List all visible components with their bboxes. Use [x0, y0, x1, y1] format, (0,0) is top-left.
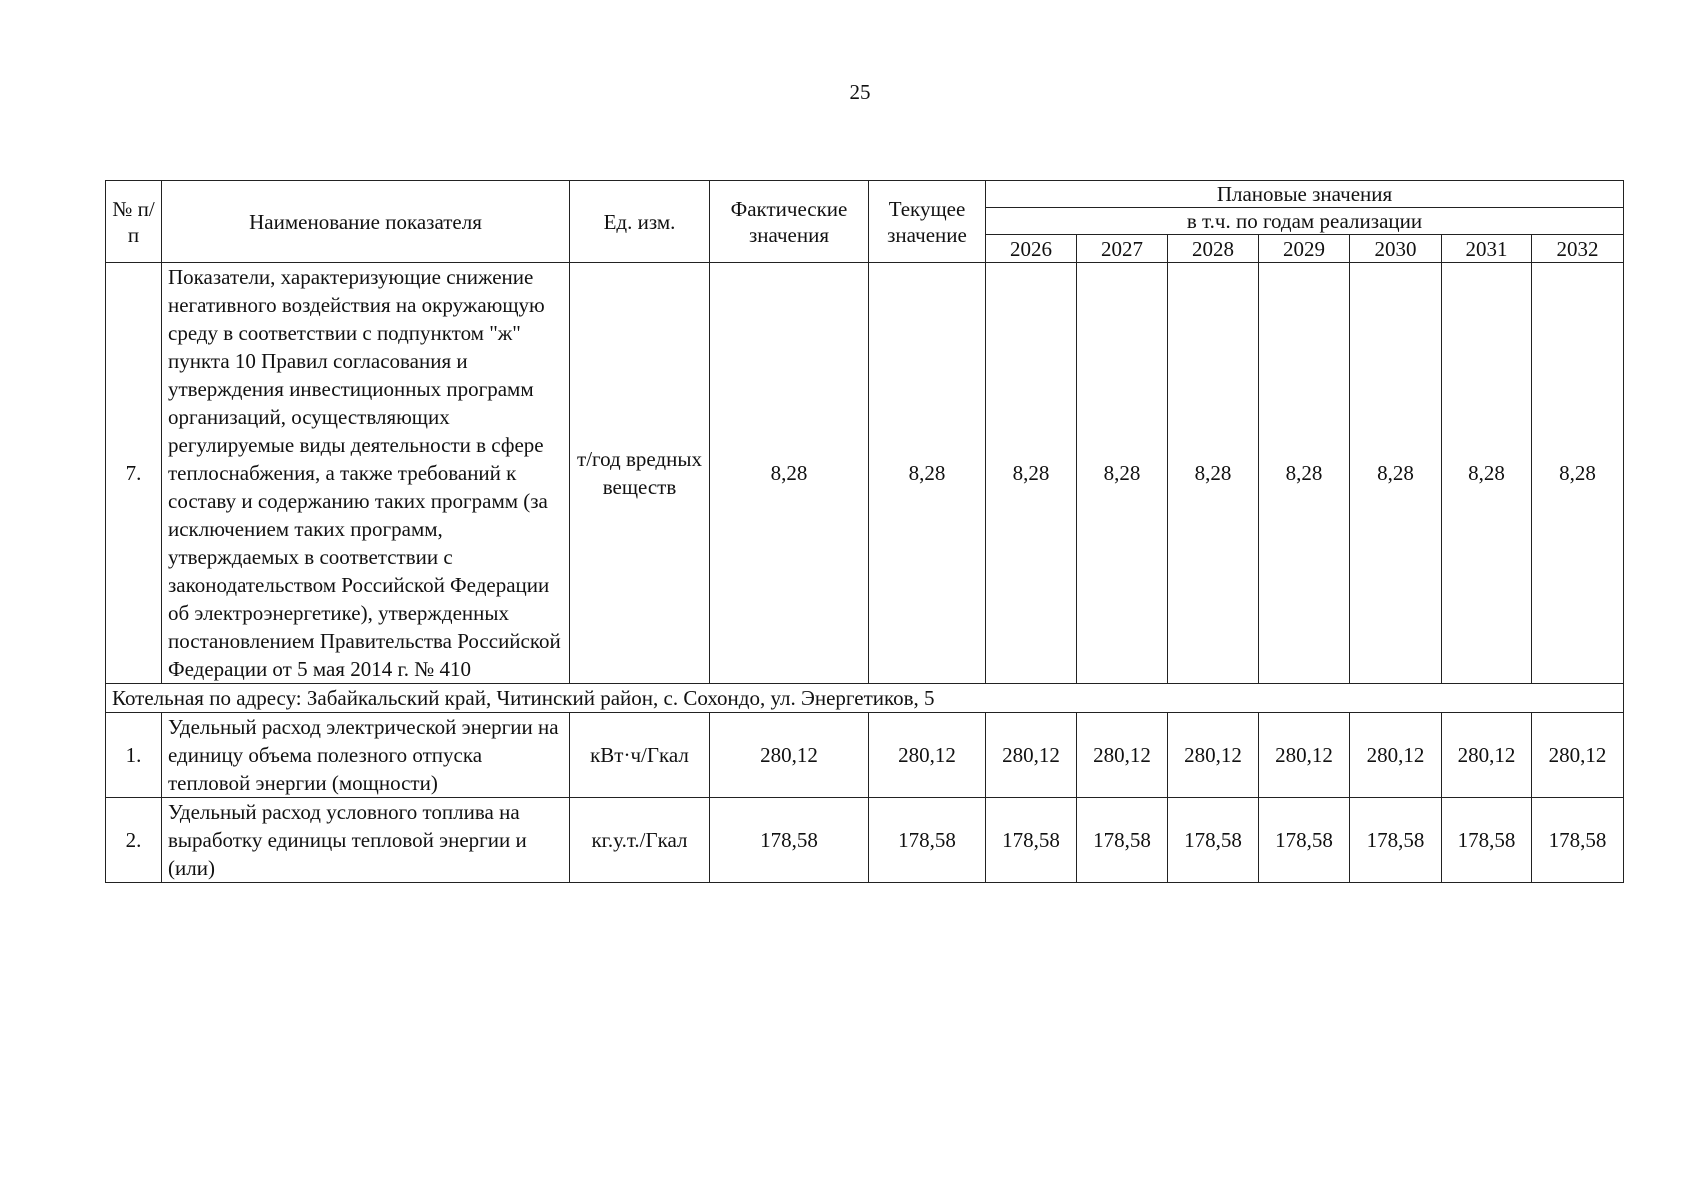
current-value: 8,28 — [869, 263, 986, 684]
header-by-years: в т.ч. по годам реализации — [986, 208, 1624, 235]
header-year: 2026 — [986, 235, 1077, 263]
indicator-name: Показатели, характеризующие снижение негативного воздействия на окружающую среду в соответствии с подпунктом "ж" пункта 10 Правил согласования и утверждения инвестиционных программ организаций, осуществляющих регулируемые виды деятельности в сфере теплоснабжения, а также требований к составу и содержанию таких программ (за исключением таких программ, утверждаемых в соответствии с законодательством Российской Федерации об электроэнергетике), утвержденных постановлением Правительства Российской Федерации от 5 мая 2014 г. № 410 — [162, 263, 570, 684]
year-value: 280,12 — [1077, 713, 1168, 798]
header-name: Наименование показателя — [162, 181, 570, 263]
unit-cell: т/год вредных веществ — [570, 263, 710, 684]
year-value: 178,58 — [1259, 798, 1350, 883]
table-row — [106, 798, 1624, 883]
unit-cell: кВт·ч/Гкал — [570, 713, 710, 798]
header-current: Текущее значение — [869, 181, 986, 263]
table-row — [106, 713, 1624, 798]
header-actual: Фактические значения — [710, 181, 869, 263]
current-value: 178,58 — [869, 798, 986, 883]
year-value: 178,58 — [1532, 798, 1624, 883]
indicators-table — [105, 180, 1624, 883]
header-year: 2030 — [1350, 235, 1442, 263]
section-title: Котельная по адресу: Забайкальский край, Читинский район, с. Сохондо, ул. Энергетиков, 5 — [106, 684, 1624, 713]
year-value: 8,28 — [1350, 263, 1442, 684]
table-row — [106, 263, 1624, 684]
header-year: 2032 — [1532, 235, 1624, 263]
unit-cell: кг.у.т./Гкал — [570, 798, 710, 883]
header-number: № п/п — [106, 181, 162, 263]
actual-value: 178,58 — [710, 798, 869, 883]
year-value: 8,28 — [1532, 263, 1624, 684]
indicator-name: Удельный расход электрической энергии на единицу объема полезного отпуска тепловой энергии (мощности) — [162, 713, 570, 798]
year-value: 280,12 — [1532, 713, 1624, 798]
year-value: 178,58 — [1168, 798, 1259, 883]
header-year: 2027 — [1077, 235, 1168, 263]
year-value: 178,58 — [1442, 798, 1532, 883]
header-year: 2031 — [1442, 235, 1532, 263]
row-number: 1. — [106, 713, 162, 798]
year-value: 8,28 — [1442, 263, 1532, 684]
year-value: 8,28 — [1168, 263, 1259, 684]
year-value: 8,28 — [1077, 263, 1168, 684]
year-value: 280,12 — [986, 713, 1077, 798]
year-value: 178,58 — [986, 798, 1077, 883]
page-number: 25 — [849, 80, 871, 104]
row-number: 7. — [106, 263, 162, 684]
year-value: 280,12 — [1350, 713, 1442, 798]
year-value: 280,12 — [1442, 713, 1532, 798]
header-unit: Ед. изм. — [570, 181, 710, 263]
header-row-1 — [106, 181, 1624, 208]
header-planned: Плановые значения — [986, 181, 1624, 208]
year-value: 280,12 — [1168, 713, 1259, 798]
current-value: 280,12 — [869, 713, 986, 798]
row-number: 2. — [106, 798, 162, 883]
year-value: 280,12 — [1259, 713, 1350, 798]
section-row — [106, 684, 1624, 713]
year-value: 8,28 — [986, 263, 1077, 684]
year-value: 8,28 — [1259, 263, 1350, 684]
year-value: 178,58 — [1350, 798, 1442, 883]
year-value: 178,58 — [1077, 798, 1168, 883]
indicator-name: Удельный расход условного топлива на выработку единицы тепловой энергии и (или) — [162, 798, 570, 883]
actual-value: 8,28 — [710, 263, 869, 684]
header-year: 2028 — [1168, 235, 1259, 263]
header-year: 2029 — [1259, 235, 1350, 263]
actual-value: 280,12 — [710, 713, 869, 798]
